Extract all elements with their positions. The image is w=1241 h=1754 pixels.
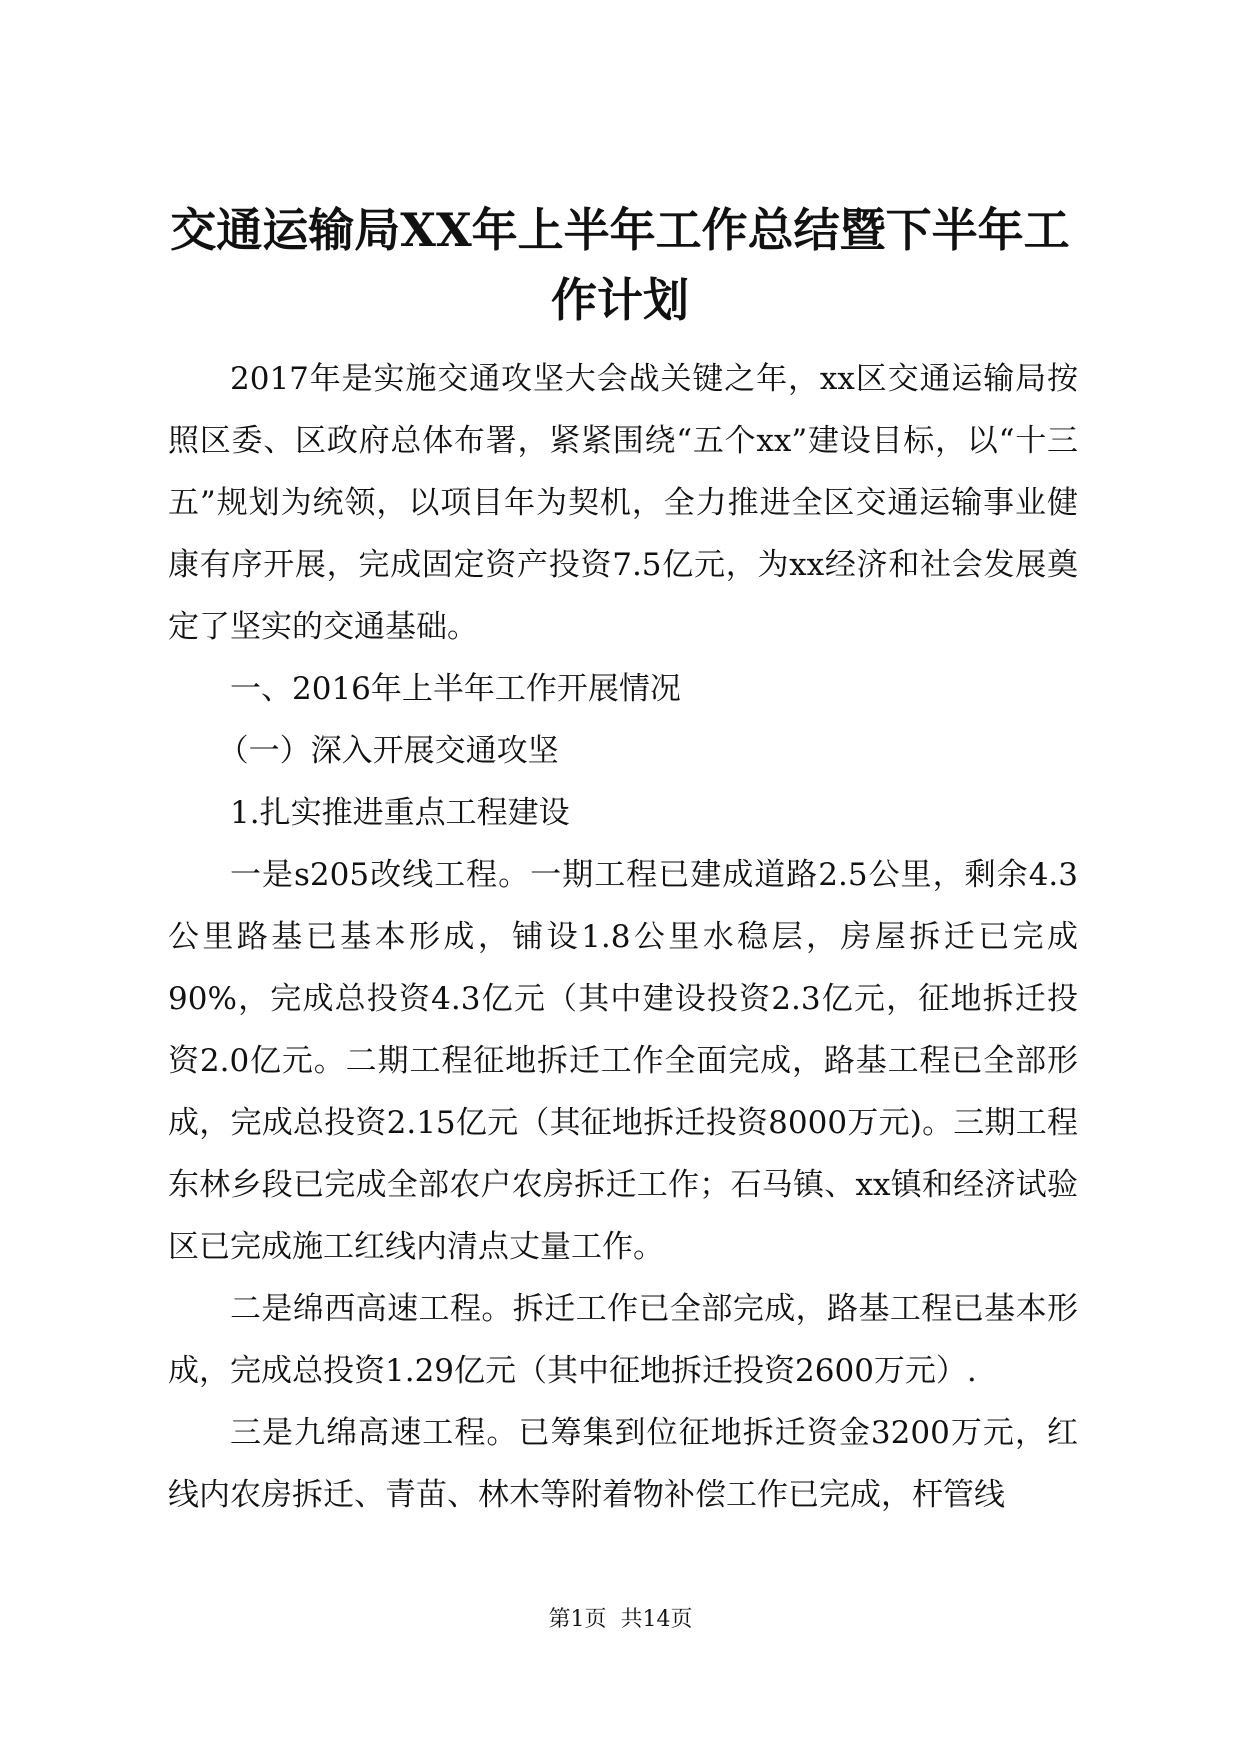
document-title-line-2: 作计划: [551, 273, 689, 327]
footer-spacer: [607, 1607, 621, 1632]
paragraph-s205: 一是s205改线工程。一期工程已建成道路2.5公里，剩余4.3公里路基已基本形成，铺设1.8公里水稳层，房屋拆迁已完成90%，完成总投资4.3亿元（其中建设投资2.3亿元，征地拆迁投资2.0亿元。二期工程征地拆迁工作全面完成，路基工程已全部形成，完成总投资2.15亿元（其征地拆迁投资8000万元)。三期工程东林乡段已完成全部农户农房拆迁工作；石马镇、xx镇和经济试验区已完成施工红线内清点丈量工作。: [168, 857, 1078, 1265]
footer-page-number: 1: [570, 1607, 585, 1632]
item-heading-1: 1.扎实推进重点工程建设: [230, 795, 570, 831]
paragraph-jiumian: 三是九绵高速工程。已筹集到位征地拆迁资金3200万元，红线内农房拆迁、青苗、林木等附着物补偿工作已完成，杆管线: [168, 1415, 1078, 1513]
page-footer: [0, 1605, 1241, 1635]
section-heading-1: 一、2016年上半年工作开展情况: [230, 671, 681, 707]
footer-page-suffix: 页: [584, 1607, 607, 1632]
footer-total-suffix: 页: [670, 1607, 693, 1632]
footer-page-prefix: 第: [548, 1607, 571, 1632]
footer-total-prefix: 共: [620, 1607, 643, 1632]
document-body: [168, 348, 1078, 1526]
paragraph-mianxi: 二是绵西高速工程。拆迁工作已全部完成，路基工程已基本形成，完成总投资1.29亿元（其中征地拆迁投资2600万元）.: [168, 1291, 1078, 1389]
footer-total-pages: 14: [642, 1607, 671, 1632]
intro-paragraph: 2017年是实施交通攻坚大会战关键之年，xx区交通运输局按照区委、区政府总体布署，紧紧围绕“五个xx”建设目标，以“十三五”规划为统领，以项目年为契机，全力推进全区交通运输事业健康有序开展，完成固定资产投资7.5亿元，为xx经济和社会发展奠定了坚实的交通基础。: [168, 361, 1078, 645]
document-title-line-1: 交通运输局XX年上半年工作总结暨下半年工: [170, 203, 1070, 257]
subsection-heading-1: （一）深入开展交通攻坚: [217, 733, 559, 769]
